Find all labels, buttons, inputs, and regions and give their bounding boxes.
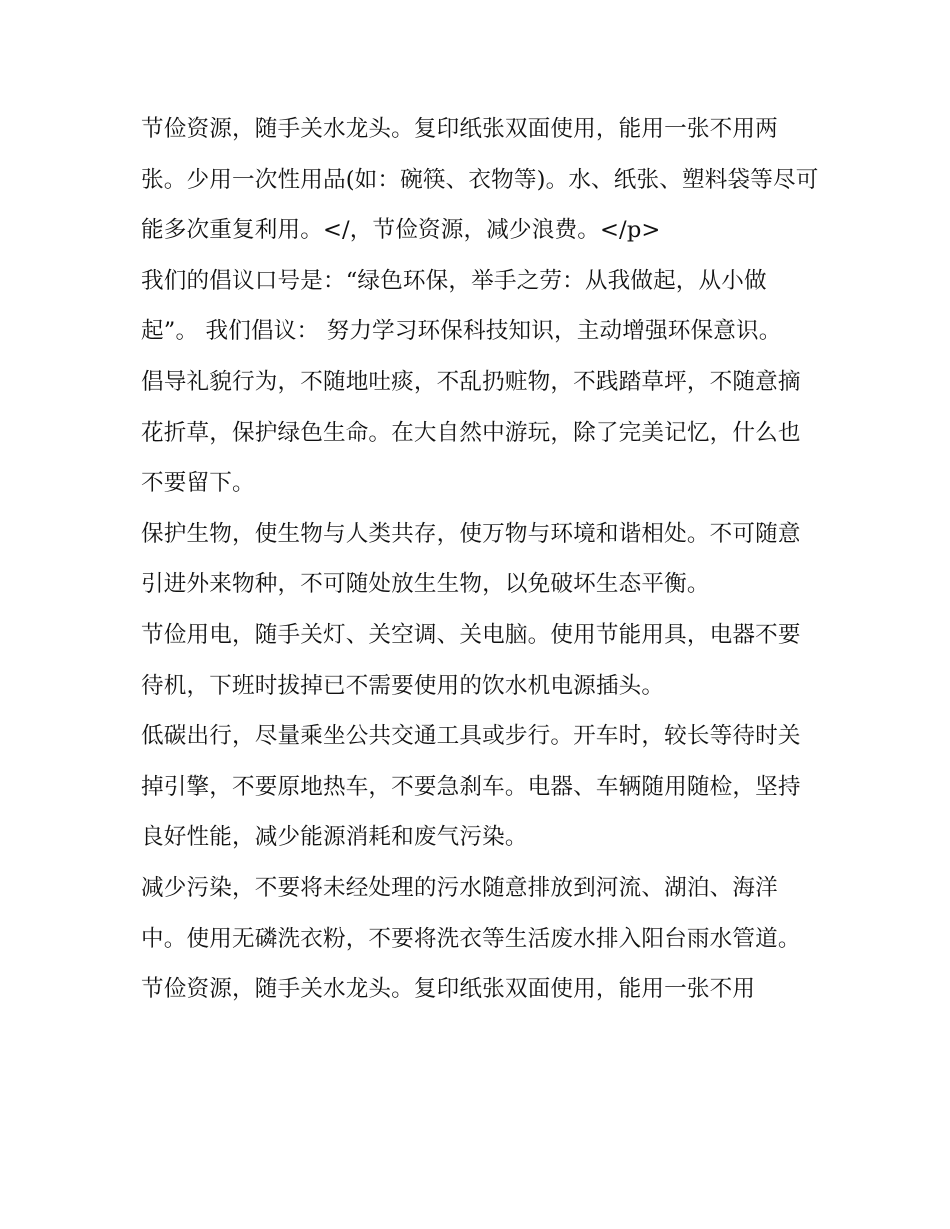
document-page bbox=[141, 104, 821, 1015]
paragraph-protect-wildlife: 保护生物，使生物与人类共存，使万物与环境和谐相处。不可随意引进外来物种，不可随处放生生物，以免破坏生态平衡。 bbox=[141, 520, 801, 598]
paragraph-slogan: 我们的倡议口号是：“绿色环保，举手之劳：从我做起，从小做起”。 我们倡议： 努力学习环保科技知识，主动增强环保意识。 bbox=[141, 267, 782, 345]
paragraph-reduce-pollution: 减少污染，不要将未经处理的污水随意排放到河流、湖泊、海洋中。使用无磷洗衣粉，不要将洗衣等生活废水排入阳台雨水管道。 bbox=[141, 874, 801, 952]
paragraph-civil-behavior: 倡导礼貌行为，不随地吐痰，不乱扔赃物，不践踏草坪，不随意摘花折草，保护绿色生命。在大自然中游玩，除了完美记忆，什么也不要留下。 bbox=[141, 368, 801, 497]
paragraph-save-electricity: 节俭用电，随手关灯、关空调、关电脑。使用节能用具，电器不要待机，下班时拔掉已不需要使用的饮水机电源插头。 bbox=[141, 621, 801, 699]
paragraph-low-carbon-travel: 低碳出行，尽量乘坐公共交通工具或步行。开车时，较长等待时关掉引擎，不要原地热车，不要急刹车。电器、车辆随用随检，坚持良好性能，减少能源消耗和废气污染。 bbox=[141, 723, 801, 851]
paragraph-save-resources-repeat: 节俭资源，随手关水龙头。复印纸张双面使用，能用一张不用 bbox=[141, 976, 756, 1003]
paragraph-save-resources: 节俭资源，随手关水龙头。复印纸张双面使用，能用一张不用两张。少用一次性用品(如：碗筷、衣物等)。水、纸张、塑料袋等尽可能多次重复利用。</，节俭资源，减少浪费。</p> bbox=[141, 116, 819, 244]
